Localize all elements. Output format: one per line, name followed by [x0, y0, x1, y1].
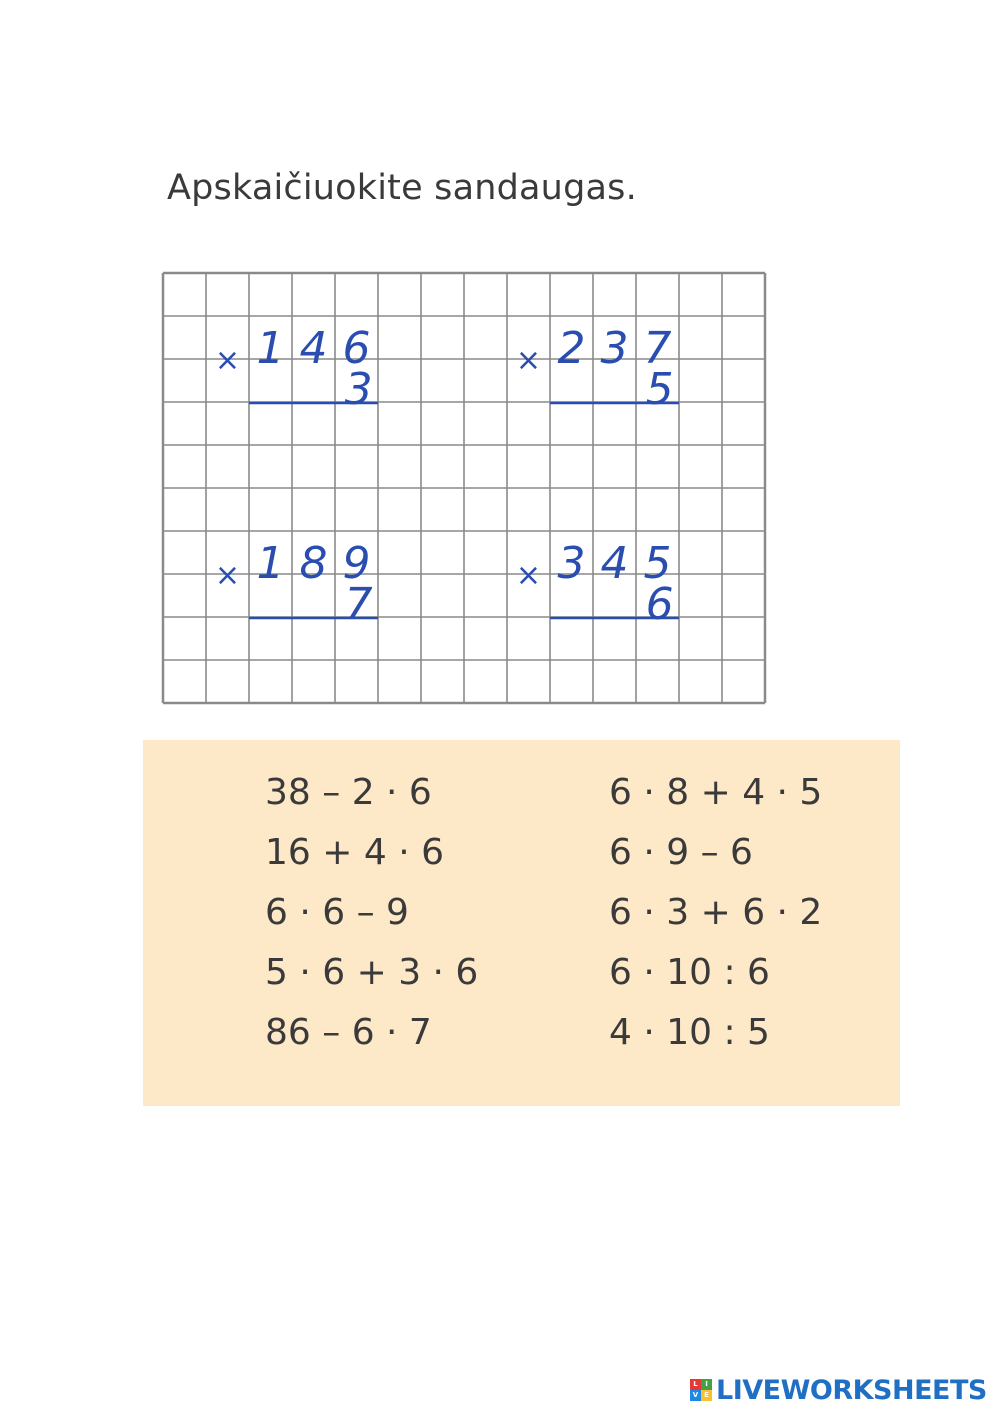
multiply-sign: ×	[515, 557, 542, 593]
digit: 1	[256, 323, 285, 374]
digit: 3	[557, 538, 586, 589]
expression: 16 + 4 · 6	[265, 832, 444, 873]
logo-mark-letter: I	[701, 1379, 712, 1390]
digit: 3	[600, 323, 629, 374]
digit: 6	[342, 323, 371, 374]
squared-grid	[163, 273, 765, 703]
expressions-panel	[143, 740, 900, 1106]
expression: 6 · 10 : 6	[609, 952, 770, 993]
expression: 6 · 9 – 6	[609, 832, 753, 873]
digit: 8	[299, 538, 328, 589]
expression: 86 – 6 · 7	[265, 1012, 432, 1053]
digit: 2	[557, 323, 586, 374]
digit: 7	[344, 579, 373, 630]
digit: 5	[643, 538, 672, 589]
logo-mark-icon	[690, 1379, 712, 1401]
digit: 4	[299, 323, 328, 374]
digit: 5	[645, 364, 674, 415]
digit: 7	[643, 323, 672, 374]
expressions-right-column	[609, 770, 822, 1070]
logo-text: LIVEWORKSHEETS	[716, 1374, 987, 1406]
expression: 4 · 10 : 5	[609, 1012, 770, 1053]
multiply-sign: ×	[515, 342, 542, 378]
page-title: Apskaičiuokite sandaugas.	[167, 168, 637, 208]
multiply-sign: ×	[214, 557, 241, 593]
digit: 1	[256, 538, 285, 589]
expression: 5 · 6 + 3 · 6	[265, 952, 479, 993]
digit: 9	[342, 538, 371, 589]
logo-mark-letter: L	[690, 1379, 701, 1390]
expression: 6 · 3 + 6 · 2	[609, 892, 823, 933]
digit: 4	[600, 538, 629, 589]
logo-mark-letter: V	[690, 1390, 701, 1401]
logo-mark-letter: E	[701, 1390, 712, 1401]
expression: 38 – 2 · 6	[265, 772, 432, 813]
expression: 6 · 6 – 9	[265, 892, 409, 933]
multiply-sign: ×	[214, 342, 241, 378]
expression: 6 · 8 + 4 · 5	[609, 772, 823, 813]
expressions-left-column	[265, 770, 478, 1070]
digit: 3	[344, 364, 373, 415]
digit: 6	[645, 579, 674, 630]
grid-lines	[163, 273, 765, 703]
liveworksheets-logo[interactable]	[690, 1374, 987, 1406]
